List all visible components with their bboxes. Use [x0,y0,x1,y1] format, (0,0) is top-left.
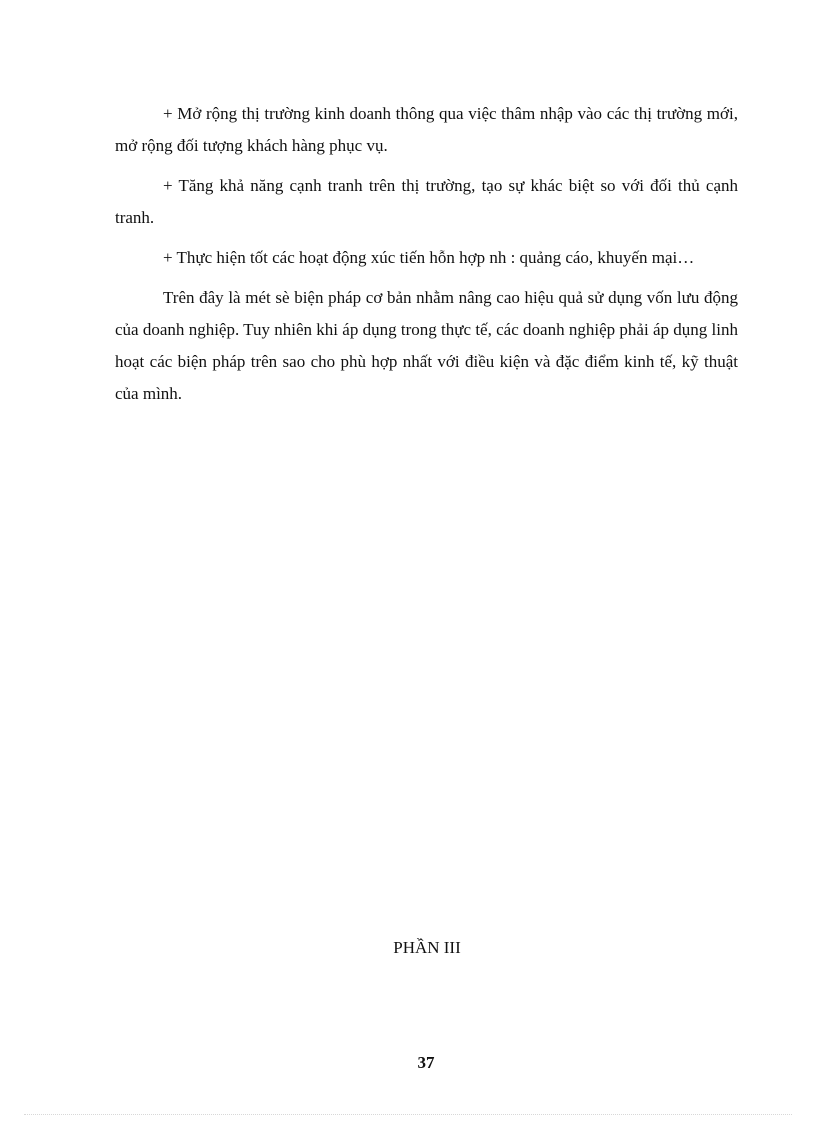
bullet-paragraph-competitiveness: + Tăng khả năng cạnh tranh trên thị trường, tạo sự khác biệt so với đối thủ cạnh tranh. [115,176,738,227]
footer-divider [24,1114,792,1115]
bullet-paragraph-promotion: + Thực hiện tốt các hoạt động xúc tiến hỗn hợp nh : quảng cáo, khuyến mại… [163,248,695,267]
section-heading: PHẦN III [393,938,461,957]
body-text [115,98,738,410]
summary-paragraph: Trên đây là mét sè biện pháp cơ bản nhằm nâng cao hiệu quả sử dụng vốn lưu động của doanh nghiệp. Tuy nhiên khi áp dụng trong thực tế, các doanh nghiệp phải áp dụng linh hoạt các biện pháp trên sao cho phù hợp nhất với điều kiện và đặc điểm kinh tế, kỹ thuật của mình. [115,288,738,403]
bullet-paragraph-market-expansion: + Mở rộng thị trường kinh doanh thông qua việc thâm nhập vào các thị trường mới, mở rộng đối tượng khách hàng phục vụ. [115,104,738,155]
page-number: 37 [417,1053,435,1072]
